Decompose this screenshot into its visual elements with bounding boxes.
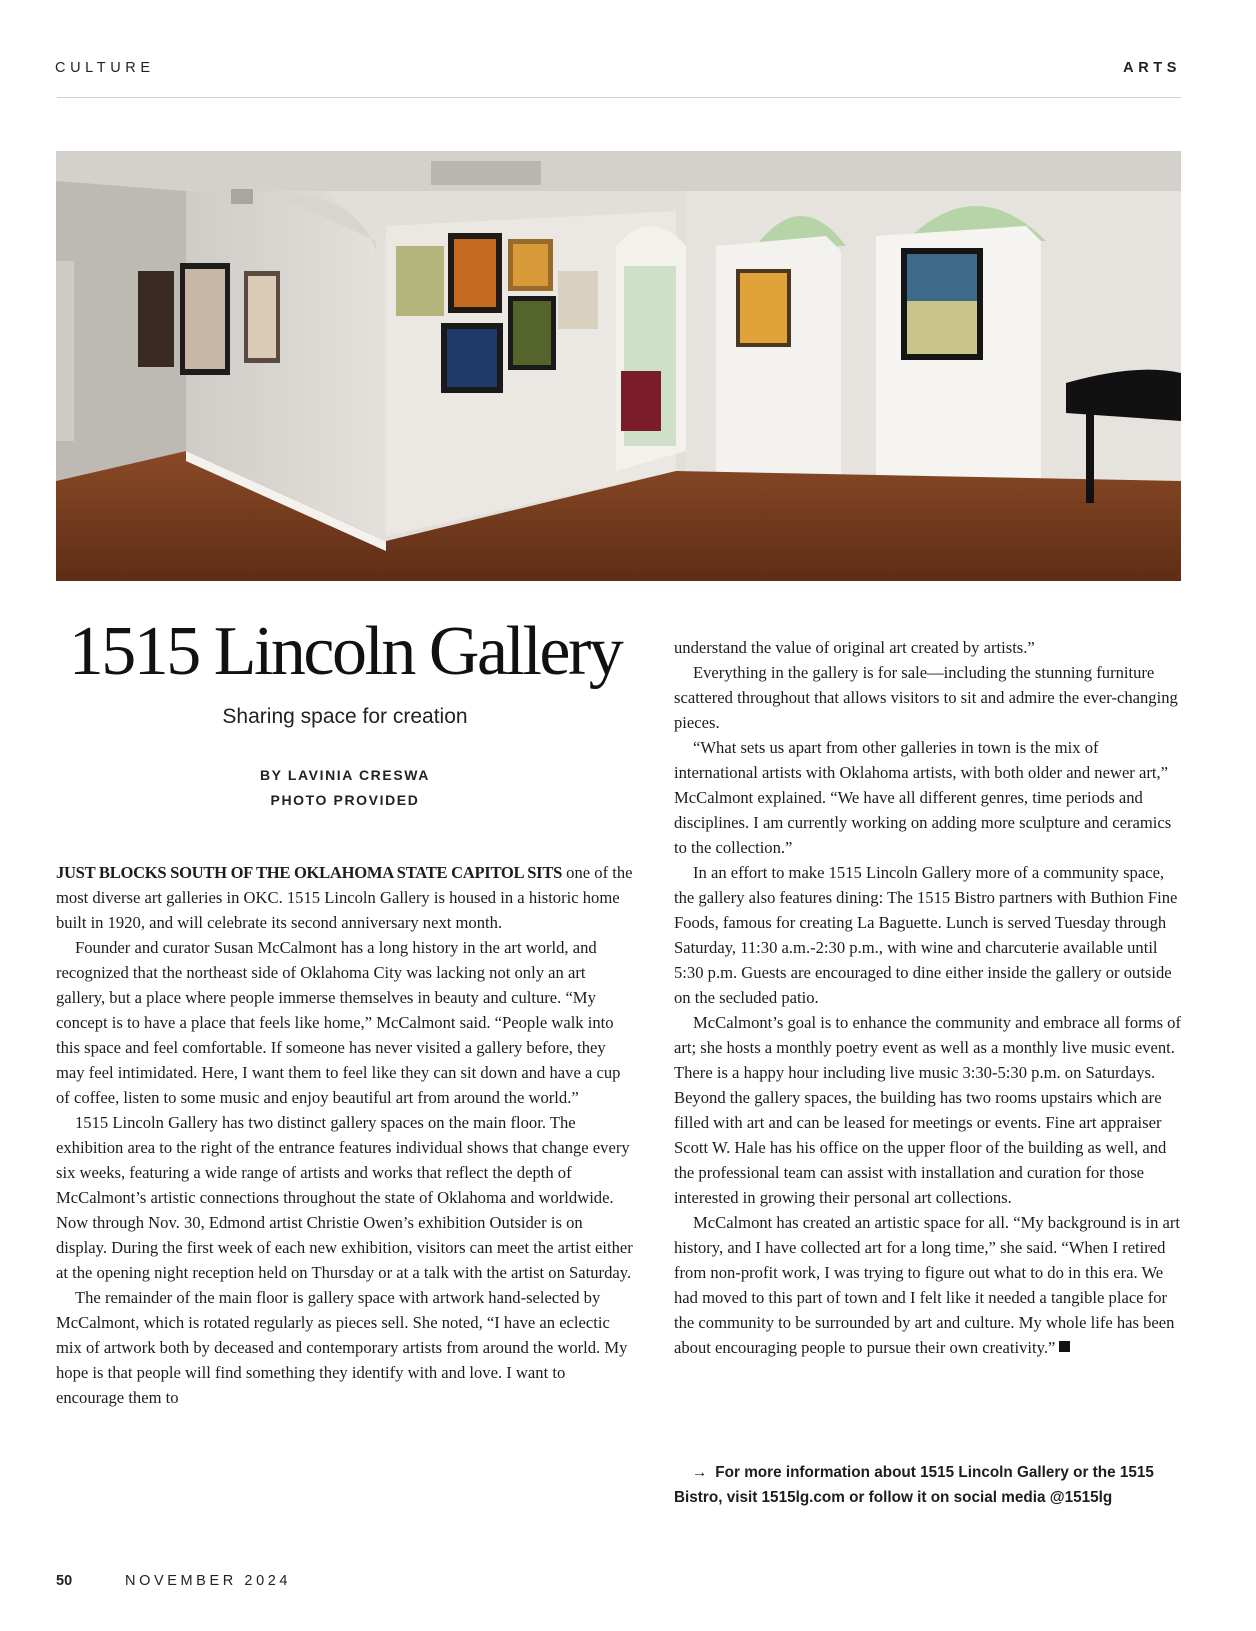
body-paragraph: 1515 Lincoln Gallery has two distinct gallery spaces on the main floor. The exhibition area to the right of the entrance features individual shows that change every six weeks, featuring a wide range of artists and works that reflect the depth of McCalmont’s artistic connections throughout the state of Oklahoma and worldwide. Now through Nov. 30, Edmond artist Christie Owen’s exhibition Outsider is on display. During the first week of each new exhibition, visitors can meet the artist either at the opening night reception held on Thursday or at a talk with the artist on Saturday.	[56, 1113, 633, 1282]
info-text: For more information about 1515 Lincoln Gallery or the 1515 Bistro, visit 1515lg.com or follow it on social media @1515lg	[674, 1464, 1154, 1506]
body-paragraph: The remainder of the main floor is gallery space with artwork hand-selected by McCalmont, which is rotated regularly as pieces sell. She noted, “I have an eclectic mix of artwork both by deceased and contemporary artists from around the world. My hope is that people will find something they identify with and love. I want to encourage them to	[56, 1288, 628, 1407]
body-paragraph: Founder and curator Susan McCalmont has a long history in the art world, and recognized that the northeast side of Oklahoma City was lacking not only an art gallery, but a place where people immerse themselves in beauty and culture. “My concept is to have a place that feels like home,” McCalmont said. “People walk into this space and feel comfortable. If someone has never visited a gallery before, they may feel intimidated. Here, I want them to feel like they can sit down and have a cup of coffee, listen to some music and enjoy beautiful art from around the world.”	[56, 938, 621, 1107]
article-title: 1515 Lincoln Gallery	[68, 613, 622, 690]
body-paragraph: McCalmont’s goal is to enhance the community and embrace all forms of art; she hosts a monthly poetry event as well as a monthly live music event. There is a happy hour including live music 3:30-5:30 p.m. on Saturdays. Beyond the gallery spaces, the building has two rooms upstairs which are filled with art and can be leased for meetings or events. Fine art appraiser Scott W. Hale has his office on the upper floor of the building as well, and the professional team can assist with installation and curation for those interested in growing their personal art collections.	[674, 1013, 1182, 1207]
category-label: ARTS	[1123, 60, 1181, 76]
article-column-right	[674, 635, 1184, 1360]
continued-paragraph: understand the value of original art created by artists.”	[674, 638, 1035, 657]
end-mark-icon	[1059, 1341, 1070, 1352]
lead-text: one of the most diverse art galleries in OKC. 1515 Lincoln Gallery is housed in a historic home built in 1920, and will celebrate its second anniversary next month.	[56, 863, 633, 932]
running-head	[55, 60, 1181, 80]
body-paragraph: “What sets us apart from other galleries in town is the mix of international artists with Oklahoma artists, with both older and newer art,” McCalmont explained. “We have all different genres, time periods and disciplines. I am currently working on adding more sculpture and ceramics to the collection.”	[674, 738, 1172, 857]
body-paragraph: In an effort to make 1515 Lincoln Gallery more of a community space, the gallery also features dining: The 1515 Bistro partners with Buthion Fine Foods, famous for creating La Baguette. Lunch is served Tuesday through Saturday, 11:30 a.m.-2:30 p.m., with wine and charcuterie available until 5:30 p.m. Guests are encouraged to dine either inside the gallery or outside on the secluded patio.	[674, 863, 1178, 1007]
lead-paragraph	[56, 860, 636, 935]
page-number: 50	[56, 1573, 73, 1589]
article-column-left	[56, 860, 636, 1410]
article-subtitle: Sharing space for creation	[222, 705, 468, 728]
body-paragraph: Everything in the gallery is for sale—including the stunning furniture scattered throughout that allows visitors to sit and admire the ever-changing pieces.	[674, 663, 1178, 732]
info-note	[674, 1460, 1174, 1510]
issue-date: NOVEMBER 2024	[125, 1573, 292, 1589]
header-divider	[57, 97, 1181, 98]
photo-credit: PHOTO PROVIDED	[270, 792, 420, 808]
section-label: CULTURE	[55, 60, 155, 76]
final-paragraph	[674, 1210, 1184, 1360]
byline-block	[56, 763, 634, 813]
hero-photo	[56, 151, 1181, 581]
author-byline: BY LAVINIA CRESWA	[259, 767, 431, 783]
arrow-icon: →	[692, 1464, 708, 1481]
final-paragraph-text: McCalmont has created an artistic space for all. “My background is in art history, and I have collected art for a long time,” she said. “When I retired from non-profit work, I was trying to figure out what to do in this era. We had moved to this part of town and I felt like it needed a tangible place for the community to be surrounded by art and culture. My whole life has been about encouraging people to pursue their own creativity.”	[674, 1213, 1181, 1357]
lead-caps: JUST BLOCKS SOUTH OF THE OKLAHOMA STATE CAPITOL SITS	[56, 863, 563, 882]
